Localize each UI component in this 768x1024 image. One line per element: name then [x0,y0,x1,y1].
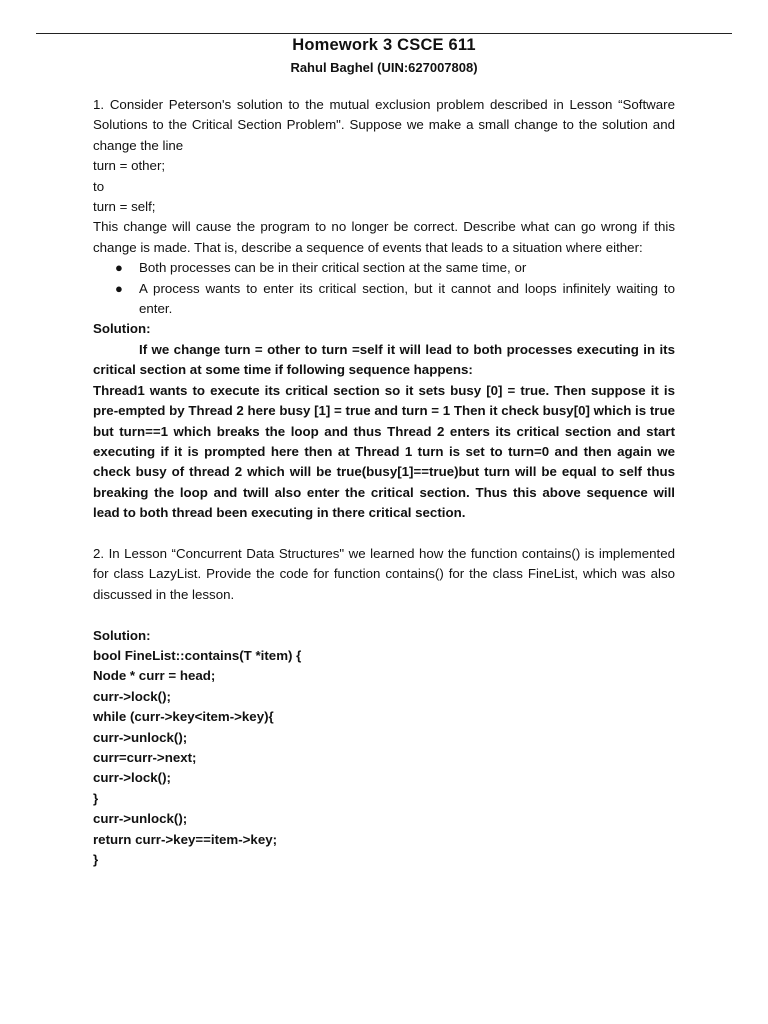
list-item [93,279,675,320]
q1-code-line-2: turn = self; [93,199,156,215]
q1-solution-body: Thread1 wants to execute its critical section so it sets busy [0] = true. Then suppose it is pre-empted by Thread 2 here busy [1] = true and turn = 1 Then it check busy[0] which is true but turn==1 which breaks the loop and thus Thread 2 enters its critical section and start executing if it is prompted here then at Thread 1 turn is set to turn=0 and then again we check busy of thread 2 which will be true(busy[1]==true)but turn will be equal to self thus breaking the loop and twill also enter the critical section. Thus this above sequence will lead to both thread been executing in there critical section. [93,382,675,521]
header-rule [36,33,732,34]
q1-bullet-list [93,258,675,319]
q1-solution-label: Solution: [93,321,151,337]
q1-to: to [93,178,105,194]
code-line: curr->unlock(); [93,729,188,745]
bullet-text: A process wants to enter its critical section, but it cannot and loops infinitely waiting to enter. [139,280,675,317]
code-line: curr->lock(); [93,688,171,704]
bullet-icon: ● [115,260,123,276]
author-line: Rahul Baghel (UIN:627007808) [290,60,478,75]
code-line: bool FineList::contains(T *item) { [93,647,302,663]
document-body [93,95,675,870]
document-title: Homework 3 CSCE 611 [292,36,476,54]
q2-solution-label: Solution: [93,627,151,643]
code-line: } [93,790,99,806]
spacer [93,605,675,625]
code-line: while (curr->key<item->key){ [93,709,274,725]
code-line: curr->lock(); [93,770,171,786]
q1-follow-up: This change will cause the program to no longer be correct. Describe what can go wrong if this change is made. That is, describe a sequence of events that leads to a situation where either: [93,219,675,255]
list-item [93,258,675,278]
q1-question: 1. Consider Peterson's solution to the mutual exclusion problem described in Lesson “Software Solutions to the Critical Section Problem". Suppose we make a small change to the solution and change the line [93,97,675,153]
q2-question: 2. In Lesson “Concurrent Data Structures" we learned how the function contains() is implemented for class LazyList. Provide the code for function contains() for the class FineList, which was also discussed in the lesson. [93,545,675,602]
q1-solution-intro: If we change turn = other to turn =self it will lead to both processes executing in its critical section at some time if following sequence happens: [93,341,675,378]
bullet-text: Both processes can be in their critical section at the same time, or [139,260,527,276]
spacer [93,524,675,544]
bullet-icon: ● [115,280,123,296]
code-line: } [93,852,99,867]
code-line: curr->unlock(); [93,811,188,827]
code-line: return curr->key==item->key; [93,831,278,847]
q1-code-line-1: turn = other; [93,158,166,174]
code-line: Node * curr = head; [93,668,216,684]
code-line: curr=curr->next; [93,749,197,765]
